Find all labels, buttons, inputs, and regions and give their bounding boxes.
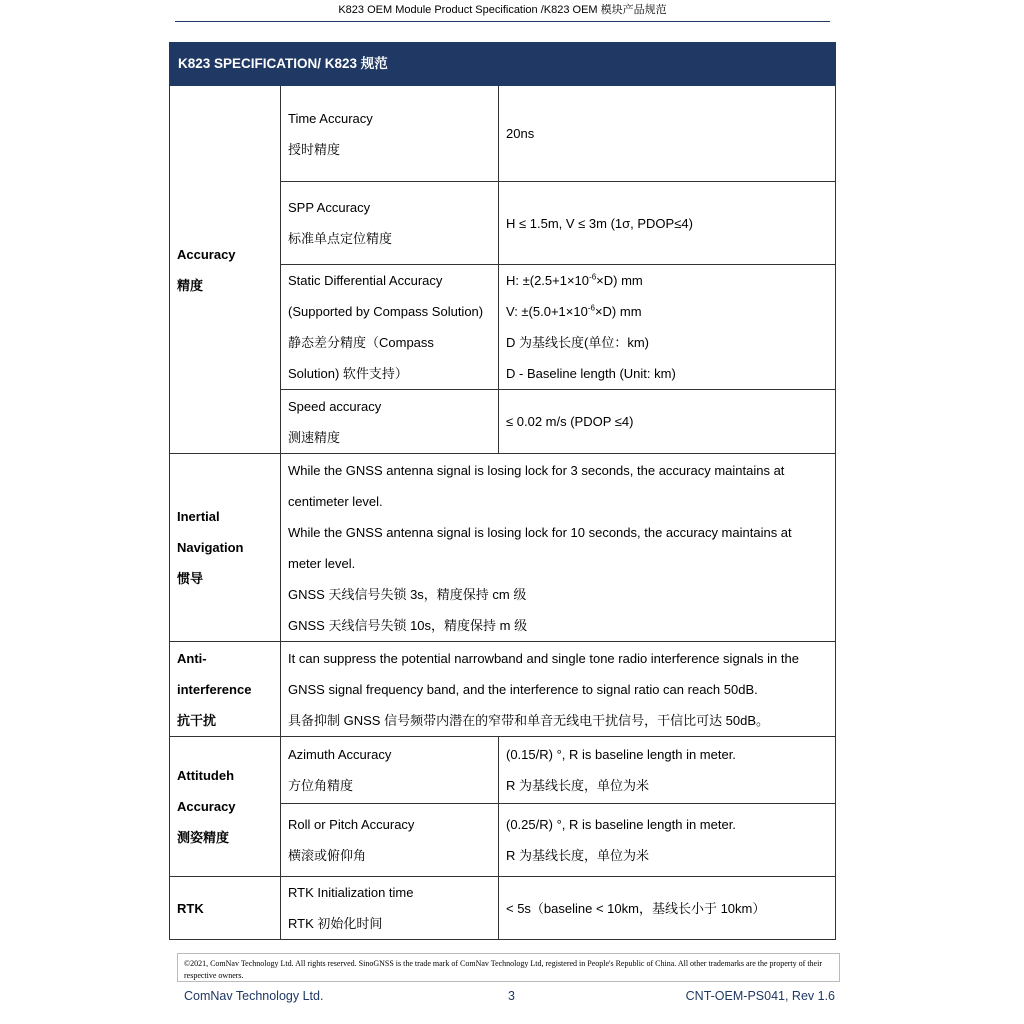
category-anti-interference: Anti- interference 抗干扰 — [170, 642, 281, 737]
spp-accuracy-value: H ≤ 1.5m, V ≤ 3m (1σ, PDOP≤4) — [499, 182, 836, 265]
table-row — [170, 86, 836, 182]
table-row — [170, 454, 836, 642]
table-row — [170, 877, 836, 940]
header-title: K823 OEM Module Product Specification /K823 OEM 模块产品规范 — [338, 4, 667, 16]
time-accuracy-label: Time Accuracy 授时精度 — [281, 86, 499, 182]
roll-pitch-accuracy-label: Roll or Pitch Accuracy 横滚或俯仰角 — [281, 804, 499, 877]
static-v-value: V: $\pm(5.0+1\times 10^{-6}\times D)$ mm — [506, 303, 642, 319]
rtk-initialization-value: < 5s（baseline < 10km，基线长小于 10km） — [499, 877, 836, 940]
footer-company: ComNav Technology Ltd. — [184, 989, 324, 1003]
table-row — [170, 737, 836, 804]
azimuth-accuracy-label: Azimuth Accuracy 方位角精度 — [281, 737, 499, 804]
static-d-en: D - Baseline length (Unit: km) — [506, 366, 676, 381]
rtk-initialization-label: RTK Initialization time RTK 初始化时间 — [281, 877, 499, 940]
static-differential-value — [499, 265, 836, 390]
static-d-cn: D 为基线长度(单位：km) — [506, 335, 649, 350]
roll-pitch-accuracy-value: (0.25/R) °, R is baseline length in meter. R 为基线长度，单位为米 — [499, 804, 836, 877]
static-differential-label: Static Differential Accuracy (Supported by Compass Solution) 静态差分精度（Compass Solution) 软件支持） — [281, 265, 499, 390]
time-accuracy-value: 20ns — [499, 86, 836, 182]
category-rtk: RTK — [170, 877, 281, 940]
copyright-notice: ©2021, ComNav Technology Ltd. All rights reserved. SinoGNSS is the trade mark of ComNav Technology Ltd, registered in People's Republic of China. All other trademarks are the property of their respective owners. — [177, 953, 840, 982]
category-attitude-accuracy: Attitudeh Accuracy 测姿精度 — [170, 737, 281, 877]
category-inertial-navigation: Inertial Navigation 惯导 — [170, 454, 281, 642]
page-header — [175, 0, 830, 22]
table-row — [170, 642, 836, 737]
category-accuracy: Accuracy 精度 — [170, 86, 281, 454]
document-number: CNT-OEM-PS041, Rev 1.6 — [685, 989, 835, 1003]
speed-accuracy-value: ≤ 0.02 m/s (PDOP ≤4) — [499, 390, 836, 454]
anti-interference-value: It can suppress the potential narrowband and single tone radio interference signals in the GNSS signal frequency band, and the interference to signal ratio can reach 50dB. 具备抑制 GNSS 信号频带内潜在的窄带和单音无线电干扰信号，干信比可达 50dB。 — [281, 642, 836, 737]
page-number: 3 — [508, 989, 515, 1003]
spec-table — [169, 42, 836, 940]
page-footer — [184, 989, 835, 1007]
inertial-navigation-value: While the GNSS antenna signal is losing lock for 3 seconds, the accuracy maintains at centimeter level. While the GNSS antenna signal is losing lock for 10 seconds, the accuracy maintains at meter level. GNSS 天线信号失锁 3s，精度保持 cm 级 GNSS 天线信号失锁 10s，精度保持 m 级 — [281, 454, 836, 642]
azimuth-accuracy-value: (0.15/R) °, R is baseline length in meter. R 为基线长度，单位为米 — [499, 737, 836, 804]
static-h-value: H: $\pm(2.5+1\times 10^{-6}\times D)$ mm — [506, 272, 643, 288]
table-title-row — [170, 43, 836, 86]
table-title: K823 SPECIFICATION/ K823 规范 — [170, 43, 836, 86]
spp-accuracy-label: SPP Accuracy 标准单点定位精度 — [281, 182, 499, 265]
speed-accuracy-label: Speed accuracy 测速精度 — [281, 390, 499, 454]
